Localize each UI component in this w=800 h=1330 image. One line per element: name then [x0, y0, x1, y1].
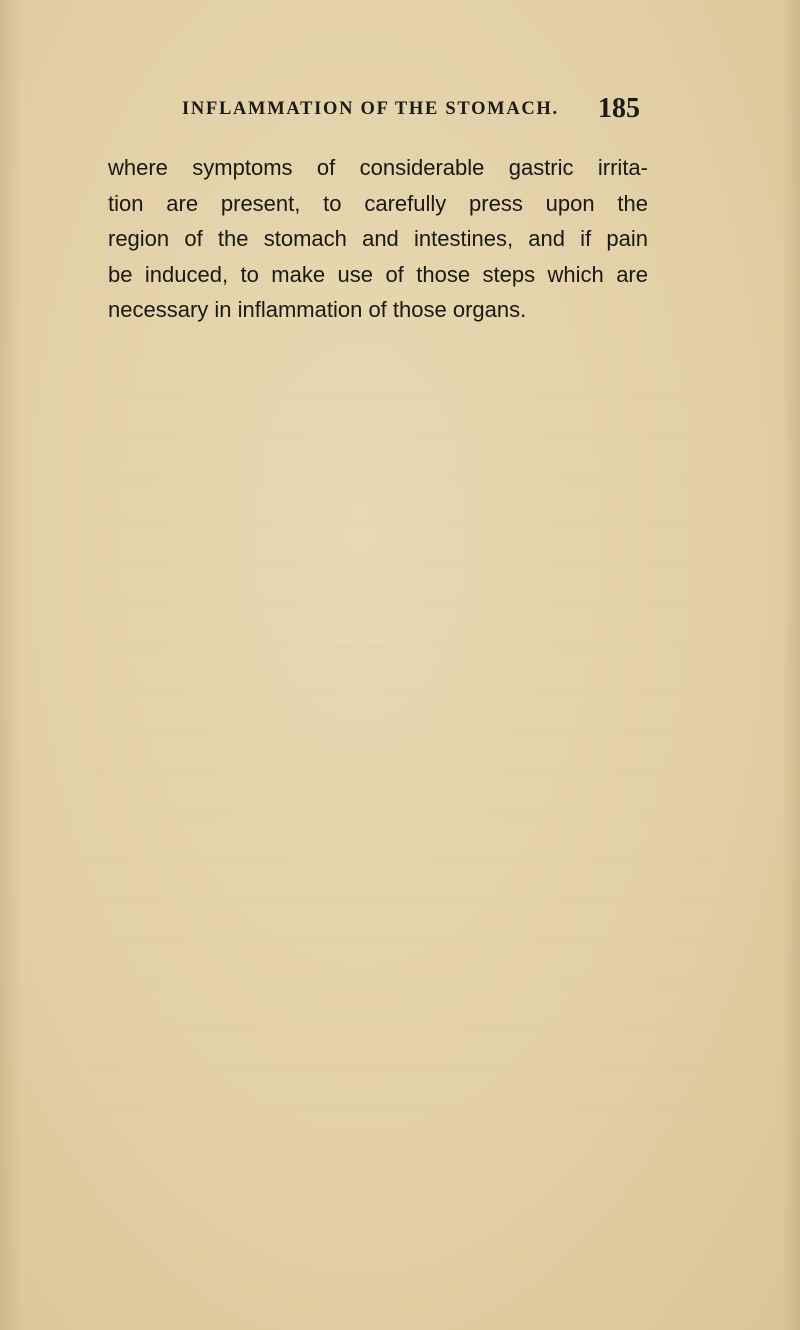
text-line: tion are present, to carefully press upon the: [108, 190, 648, 216]
page-edge-shadow-right: [782, 0, 800, 1330]
show-through-texture: [90, 380, 710, 1140]
text-line: be induced, to make use of those steps which are: [108, 261, 648, 287]
text-line: necessary in inflammation of those organs.: [108, 297, 527, 322]
running-head: [182, 93, 652, 125]
text-line: where symptoms of considerable gastric irrita-: [108, 155, 648, 180]
page-number: 185: [598, 93, 640, 124]
page-edge-shadow-left: [0, 0, 22, 1330]
paragraph: [108, 150, 648, 328]
text-line: region of the stomach and intestines, and if pain: [108, 226, 648, 251]
running-head-title: INFLAMMATION OF THE STOMACH.: [182, 99, 559, 119]
